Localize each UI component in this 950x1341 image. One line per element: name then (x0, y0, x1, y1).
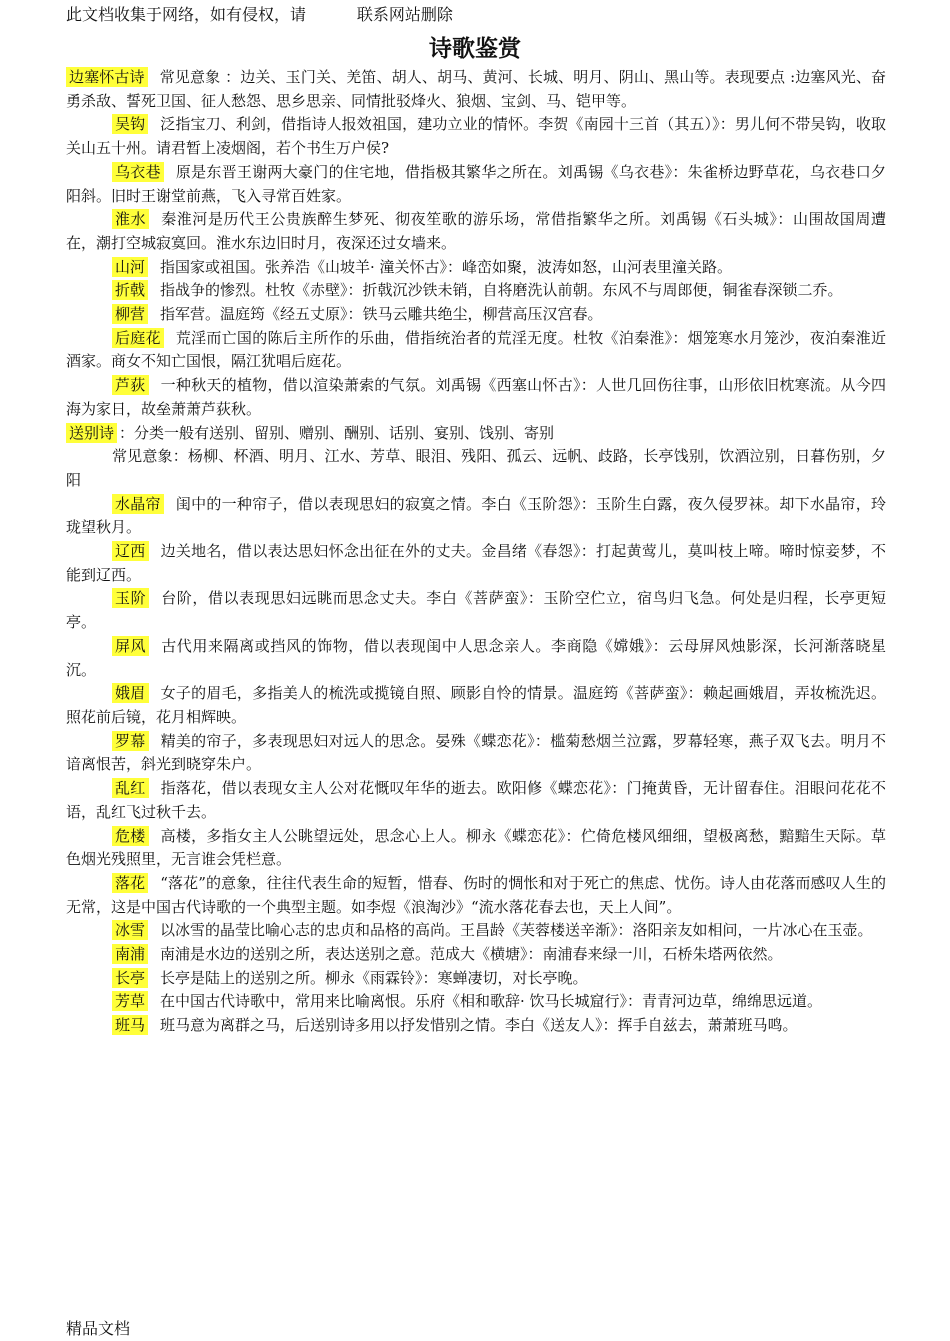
glossary-definition: 精美的帘子，多表现思妇对远人的思念。晏殊《蝶恋花》：槛菊愁烟兰泣露，罗幕轻寒，燕子双飞去。明月不谙离恨苦，斜光到晓穿朱户。 (66, 731, 886, 774)
glossary-term: 山河 (112, 257, 148, 277)
glossary-entry (66, 587, 886, 634)
glossary-definition: 南浦是水边的送别之所，表达送别之意。范成大《横塘》：南浦春来绿一川，石桥朱塔两依然。 (160, 945, 783, 964)
glossary-definition: 指国家或祖国。张养浩《山坡羊· 潼关怀古》：峰峦如聚，波涛如怒，山河表里潼关路。 (160, 257, 733, 276)
glossary-term: 落花 (112, 873, 148, 893)
farewell-images: 常见意象：杨柳、杯酒、明月、江水、芳草、眼泪、残阳、孤云、远帆、歧路，长亭饯别，饮酒泣别，日暮伤别，夕阳 (66, 447, 886, 489)
intro-text: 常见意象 ：边关、玉门关、羌笛、胡人、胡马、黄河、长城、明月、阴山、黑山等。表现要点 :边塞风光、奋勇杀敌、誓死卫国、征人愁怨、思乡思亲、同情批驳烽火、狼烟、宝剑、马、铠甲等。 (66, 68, 886, 110)
glossary-term: 南浦 (112, 944, 148, 964)
glossary-definition: 女子的眉毛，多指美人的梳洗或揽镜自照、顾影自怜的情景。温庭筠《菩萨蛮》：赖起画娥眉，弄妆梳洗迟。照花前后镜，花月相辉映。 (66, 684, 886, 726)
glossary-term: 水晶帘 (112, 494, 164, 514)
glossary-entry (66, 825, 886, 872)
intro-paragraph (66, 66, 886, 113)
entries-frontier (66, 113, 886, 421)
glossary-entry (66, 635, 886, 682)
glossary-definition: 指战争的惨烈。杜牧《赤壁》：折戟沉沙铁未销，自将磨洗认前朝。东风不与周郎便，铜雀春深锁二乔。 (160, 281, 843, 300)
glossary-definition: 台阶，借以表现思妇远眺而思念丈夫。李白《菩萨蛮》：玉阶空伫立，宿鸟归飞急。何处是归程，长亭更短亭。 (66, 589, 886, 632)
document-body (66, 66, 886, 1038)
glossary-entry (66, 682, 886, 729)
glossary-entry (66, 161, 886, 208)
farewell-text: ：分类一般有送别、留别、赠别、酬别、话别、宴别、饯别、寄别 (119, 423, 555, 442)
glossary-entry (66, 374, 886, 421)
glossary-term: 罗幕 (112, 731, 149, 751)
glossary-definition: 一种秋天的植物，借以渲染萧索的气氛。刘禹锡《西塞山怀古》：人世几回伤往事，山形依旧枕寒流。从今四海为家日，故垒萧萧芦荻秋。 (66, 376, 886, 418)
glossary-entry (66, 777, 886, 824)
glossary-definition: 边关地名，借以表达思妇怀念出征在外的丈夫。金昌绪《春怨》：打起黄莺儿，莫叫枝上啼。啼时惊妾梦，不能到辽西。 (66, 542, 886, 584)
glossary-term: 长亭 (112, 968, 148, 988)
glossary-definition: 泛指宝刀、利剑，借指诗人报效祖国，建功立业的情怀。李贺《南园十三首（其五）》：男儿何不带吴钩，收取关山五十州。请君暂上凌烟阁，若个书生万户侯? (66, 115, 886, 158)
glossary-entry (66, 327, 886, 374)
glossary-term: 吴钩 (112, 114, 148, 134)
glossary-term: 屏风 (112, 636, 149, 656)
glossary-term: 玉阶 (112, 588, 149, 608)
glossary-term: 冰雪 (112, 920, 148, 940)
page-footer: 精品文档 (66, 1319, 131, 1338)
glossary-entry (66, 113, 886, 160)
glossary-entry (66, 990, 886, 1014)
glossary-definition: 高楼，多指女主人公眺望远处，思念心上人。柳永《蝶恋花》：伫倚危楼风细细，望极离愁，黯黯生天际。草色烟光残照里，无言谁会凭栏意。 (66, 826, 886, 869)
section-label-frontier: 边塞怀古诗 (66, 67, 148, 87)
glossary-term: 辽西 (112, 541, 149, 561)
glossary-entry (66, 208, 886, 255)
glossary-term: 后庭花 (112, 328, 164, 348)
glossary-entry (66, 943, 886, 967)
document-title: 诗歌鉴赏 (429, 35, 521, 62)
glossary-definition: 以冰雪的晶莹比喻心志的忠贞和品格的高尚。王昌龄《芙蓉楼送辛渐》：洛阳亲友如相问，一片冰心在玉壶。 (160, 921, 873, 940)
glossary-entry (66, 1014, 886, 1038)
entries-farewell (66, 493, 886, 1038)
glossary-entry (66, 256, 886, 280)
glossary-term: 乌衣巷 (112, 162, 164, 182)
glossary-term: 娥眉 (112, 683, 149, 703)
glossary-definition: 班马意为离群之马，后送别诗多用以抒发惜别之情。李白《送友人》：挥手自兹去，萧萧班马鸣。 (160, 1016, 798, 1035)
glossary-term: 芳草 (112, 991, 148, 1011)
glossary-term: 乱红 (112, 778, 149, 798)
glossary-definition: “落花”的意象，往往代表生命的短暂，惜春、伤时的惆怅和对于死亡的焦虑、忧伤。诗人由花落而感叹人生的无常，这是中国古代诗歌的一个典型主题。如李煜《浪淘沙》“流水落花春去也，天上人间”。 (66, 873, 886, 916)
glossary-definition: 长亭是陆上的送别之所。柳永《雨霖铃》：寒蝉凄切，对长亭晚。 (160, 968, 588, 987)
glossary-entry (66, 303, 886, 327)
glossary-definition: 在中国古代诗歌中，常用来比喻离恨。乐府《相和歌辞· 饮马长城窟行》：青青河边草，绵绵思远道。 (160, 992, 823, 1011)
glossary-term: 班马 (112, 1015, 148, 1035)
glossary-definition: 原是东晋王谢两大豪门的住宅地，借指极其繁华之所在。刘禹锡《乌衣巷》：朱雀桥边野草花，乌衣巷口夕阳斜。旧时王谢堂前燕，飞入寻常百姓家。 (66, 162, 886, 205)
glossary-definition: 古代用来隔离或挡风的饰物，借以表现闺中人思念亲人。李商隐《嫦娥》：云母屏风烛影深，长河渐落晓星沉。 (66, 636, 886, 679)
glossary-entry (66, 279, 886, 303)
farewell-paragraph (66, 422, 886, 446)
glossary-entry (66, 919, 886, 943)
glossary-entry (66, 872, 886, 919)
glossary-term: 芦荻 (112, 375, 149, 395)
glossary-definition: 指军营。温庭筠《经五丈原》：铁马云雕共绝尘，柳营高压汉宫春。 (160, 305, 603, 324)
section-label-farewell: 送别诗 (66, 423, 117, 443)
glossary-term: 折戟 (112, 280, 148, 300)
glossary-definition: 秦淮河是历代王公贵族醉生梦死、彻夜笙歌的游乐场，常借指繁华之所。刘禹锡《石头城》：山围故国周遭在，潮打空城寂寞回。淮水东边旧时月，夜深还过女墙来。 (66, 210, 886, 252)
glossary-term: 柳营 (112, 304, 148, 324)
glossary-entry (66, 730, 886, 777)
glossary-entry (66, 967, 886, 991)
glossary-term: 危楼 (112, 826, 149, 846)
glossary-definition: 荒淫而亡国的陈后主所作的乐曲，借指统治者的荒淫无度。杜牧《泊秦淮》：烟笼寒水月笼沙，夜泊秦淮近酒家。商女不知亡国恨，隔江犹唱后庭花。 (66, 328, 886, 371)
glossary-definition: 闺中的一种帘子，借以表现思妇的寂寞之情。李白《玉阶怨》：玉阶生白露，夜久侵罗袜。却下水晶帘，玲珑望秋月。 (66, 494, 886, 537)
page-header: 此文档收集于网络，如有侵权，请 联系网站删除 (66, 5, 453, 24)
glossary-term: 淮水 (112, 209, 149, 229)
glossary-definition: 指落花，借以表现女主人公对花慨叹年华的逝去。欧阳修《蝶恋花》：门掩黄昏，无计留春住。泪眼问花花不语，乱红飞过秋千去。 (66, 779, 886, 821)
glossary-entry (66, 493, 886, 540)
glossary-entry (66, 540, 886, 587)
